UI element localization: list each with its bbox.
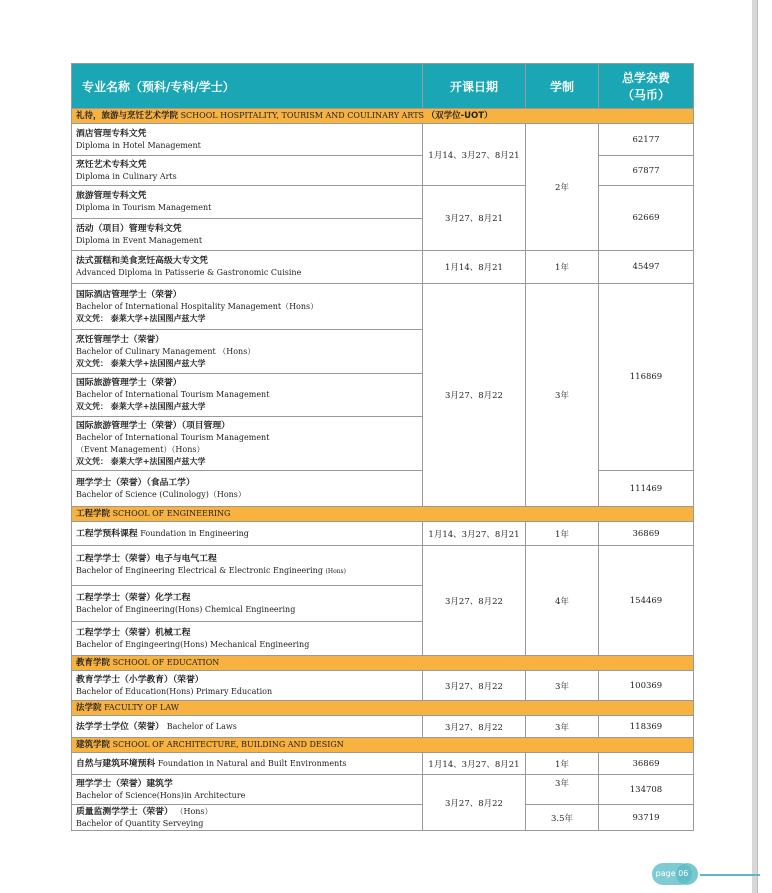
program-cell — [72, 586, 423, 622]
school-row-law — [72, 701, 694, 716]
program-cell — [72, 251, 423, 284]
program-name-zh: 工程学预科课程 — [76, 528, 138, 539]
page-edge-line — [757, 0, 758, 893]
program-cell — [72, 753, 423, 775]
duration-cell: 3.5年 — [526, 805, 599, 831]
program-name-en: Bachelor of International Hospitality Management（Hons） — [76, 301, 319, 311]
fee-cell: 118369 — [599, 716, 694, 738]
program-name-zh: 法式蛋糕和美食烹饪高级大专文凭 — [76, 256, 208, 266]
program-name-zh: 工程学学士（荣誉）电子与电气工程 — [76, 554, 217, 564]
program-name-zh: 旅游管理专科文凭 — [76, 191, 147, 201]
intake-cell: 3月27、8月22 — [423, 716, 526, 738]
duration-cell: 1年 — [526, 753, 599, 775]
table-row — [72, 471, 694, 507]
program-cell — [72, 671, 423, 701]
school-name-en: FACULTY OF LAW — [104, 703, 180, 712]
table-row — [72, 775, 694, 805]
table-row — [72, 186, 694, 219]
program-cell — [72, 330, 423, 374]
program-name-en: Bachelor of Culinary Management （Hons） — [76, 346, 256, 356]
table-row — [72, 671, 694, 701]
header-fee — [599, 64, 694, 109]
intake-cell: 3月27、8月22 — [423, 284, 526, 507]
intake-cell: 1月14、3月27、8月21 — [423, 522, 526, 546]
tuition-fee-table — [71, 63, 694, 831]
program-cell — [72, 622, 423, 656]
dual-degree-note: 双文凭： 泰莱大学+法国图卢兹大学 — [76, 456, 206, 466]
program-name-en: Bachelor of Science (Culinology)（Hons） — [76, 489, 246, 499]
program-name-en: Foundation in Engineering — [140, 528, 249, 538]
program-cell — [72, 124, 423, 156]
intake-cell: 1月14、8月21 — [423, 251, 526, 284]
school-name-zh: 工程学院 — [76, 509, 111, 519]
intake-cell: 3月27、8月22 — [423, 671, 526, 701]
program-name-en: Diploma in Tourism Management — [76, 203, 212, 212]
duration-cell: 3年 — [526, 671, 599, 701]
program-name-en: Advanced Diploma in Patisserie & Gastronomic Cuisine — [76, 268, 302, 277]
program-name-zh: 理学学士（荣誉）（食品工学） — [76, 477, 195, 488]
fee-cell: 62177 — [599, 124, 694, 156]
dual-degree-note: 双文凭： 泰莱大学+法国图卢兹大学 — [76, 313, 206, 323]
program-name-zh: 烹饪艺术专科文凭 — [76, 159, 147, 170]
program-name-zh: 国际旅游管理学士（荣誉）（项目管理） — [76, 420, 230, 431]
dual-degree-note: 双文凭： 泰莱大学+法国图卢兹大学 — [76, 358, 206, 368]
program-name-en-suffix: （Event Management）（Hons） — [76, 444, 205, 454]
program-name-en: Bachelor of Quantity Serveying — [76, 818, 204, 828]
intake-cell: 3月27、8月22 — [423, 775, 526, 831]
program-name-en: Diploma in Event Management — [76, 235, 203, 245]
duration-cell: 1年 — [526, 251, 599, 284]
program-cell — [72, 775, 423, 805]
fee-cell: 134708 — [599, 775, 694, 805]
school-row-education — [72, 656, 694, 671]
footer-rule — [700, 874, 760, 876]
program-name-zh: 自然与建筑环境预科 — [76, 758, 156, 769]
program-cell — [72, 284, 423, 330]
dual-degree-note: 双文凭： 泰莱大学+法国图卢兹大学 — [76, 402, 206, 411]
duration-cell: 4年 — [526, 546, 599, 656]
program-name-en: Bachelor of Engineering(Hons) Chemical Engineering — [76, 604, 296, 614]
program-name-zh: 质量监测学学士（荣誉） — [76, 806, 173, 817]
table-row — [72, 284, 694, 330]
table-row — [72, 753, 694, 775]
program-name-zh: 法学学士学位（荣誉） — [76, 721, 164, 732]
school-name-en: SCHOOL OF ARCHITECTURE, BUILDING AND DESIGN — [112, 740, 344, 749]
duration-cell: 2年 — [526, 124, 599, 251]
header-intake: 开课日期 — [423, 64, 526, 109]
fee-cell: 36869 — [599, 753, 694, 775]
fee-cell: 111469 — [599, 471, 694, 507]
school-name-zh: 建筑学院 — [76, 740, 111, 750]
fee-cell: 154469 — [599, 546, 694, 656]
program-name-en: Bachelor of Engingeering(Hons) Mechanical Engineering — [76, 639, 310, 649]
fee-cell: 93719 — [599, 805, 694, 831]
program-name-en: Diploma in Hotel Management — [76, 140, 201, 150]
school-name-zh: 教育学院 — [76, 658, 111, 668]
duration-cell: 3年 — [526, 716, 599, 738]
fee-cell: 62669 — [599, 186, 694, 251]
school-tag: （双学位-UOT） — [426, 111, 493, 121]
fee-cell: 45497 — [599, 251, 694, 284]
program-cell — [72, 374, 423, 417]
program-name-en: Bachelor of Science(Hons)in Architecture — [76, 790, 246, 800]
program-name-zh: 工程学学士（荣誉）化学工程 — [76, 592, 191, 603]
page-number: page 06 — [655, 869, 689, 878]
program-name-zh: 国际旅游管理学士（荣誉） — [76, 378, 182, 388]
program-cell — [72, 546, 423, 586]
duration-cell: 1年 — [526, 522, 599, 546]
duration-cell: 3年 — [526, 775, 599, 805]
table-row — [72, 522, 694, 546]
program-name-zh: 烹饪管理学士（荣誉） — [76, 334, 164, 345]
program-cell — [72, 716, 423, 738]
school-name-en: SCHOOL HOSPITALITY, TOURISM AND COULINARY ARTS — [180, 111, 425, 120]
intake-cell: 3月27、8月22 — [423, 546, 526, 656]
program-cell — [72, 805, 423, 831]
table-row — [72, 546, 694, 586]
program-name-en: Bachelor of Laws — [166, 721, 237, 731]
table-row — [72, 251, 694, 284]
program-name-zh: 国际酒店管理学士（荣誉） — [76, 289, 182, 300]
fee-cell: 67877 — [599, 156, 694, 186]
table-row — [72, 805, 694, 831]
duration-cell: 3年 — [526, 284, 599, 507]
school-row-architecture — [72, 738, 694, 753]
program-name-en: Bachelor of Engineering Electrical & Electronic Engineering — [76, 566, 323, 575]
program-hons-mark: (Hons) — [325, 568, 346, 575]
program-cell — [72, 219, 423, 251]
program-name-en: Bachelor of Education(Hons) Primary Education — [76, 686, 273, 696]
fee-cell: 116869 — [599, 284, 694, 471]
page-number-badge — [652, 863, 692, 885]
intake-cell: 3月27、8月21 — [423, 186, 526, 251]
program-hons-mark: （Hons） — [175, 806, 213, 816]
school-name-zh: 礼待，旅游与烹饪艺术学院 — [76, 111, 179, 121]
program-name-zh: 活动（项目）管理专科文凭 — [76, 223, 182, 234]
school-row-engineering — [72, 507, 694, 522]
intake-cell: 1月14、3月27、8月21 — [423, 124, 526, 186]
program-name-en: Bachelor of International Tourism Management — [76, 432, 270, 442]
program-name-zh: 工程学学士（荣誉）机械工程 — [76, 627, 191, 638]
program-name-zh: 酒店管理专科文凭 — [76, 128, 147, 139]
program-name-zh: 理学学士（荣誉）建筑学 — [76, 778, 173, 789]
program-name-en: Bachelor of International Tourism Management — [76, 390, 270, 399]
header-duration: 学制 — [526, 64, 599, 109]
table-row — [72, 156, 694, 186]
program-cell — [72, 156, 423, 186]
intake-cell: 1月14、3月27、8月21 — [423, 753, 526, 775]
table-header-row — [72, 64, 694, 109]
program-name-en: Diploma in Culinary Arts — [76, 171, 177, 181]
program-cell — [72, 186, 423, 219]
header-fee-line1: 总学杂费 — [621, 71, 670, 85]
program-cell — [72, 471, 423, 507]
header-fee-line2: （马币） — [621, 88, 670, 102]
fee-cell: 100369 — [599, 671, 694, 701]
program-name-en: Foundation in Natural and Built Environments — [157, 758, 347, 768]
school-name-en: SCHOOL OF ENGINEERING — [112, 509, 231, 518]
table-row — [72, 716, 694, 738]
table-row — [72, 124, 694, 156]
school-name-en: SCHOOL OF EDUCATION — [112, 658, 220, 667]
fee-cell: 36869 — [599, 522, 694, 546]
school-name-zh: 法学院 — [76, 703, 102, 713]
program-cell — [72, 417, 423, 471]
program-cell — [72, 522, 423, 546]
program-name-zh: 教育学学士（小学教育）（荣誉） — [76, 674, 204, 685]
school-row-hospitality — [72, 109, 694, 124]
header-program: 专业名称（预科/专科/学士） — [72, 64, 423, 109]
